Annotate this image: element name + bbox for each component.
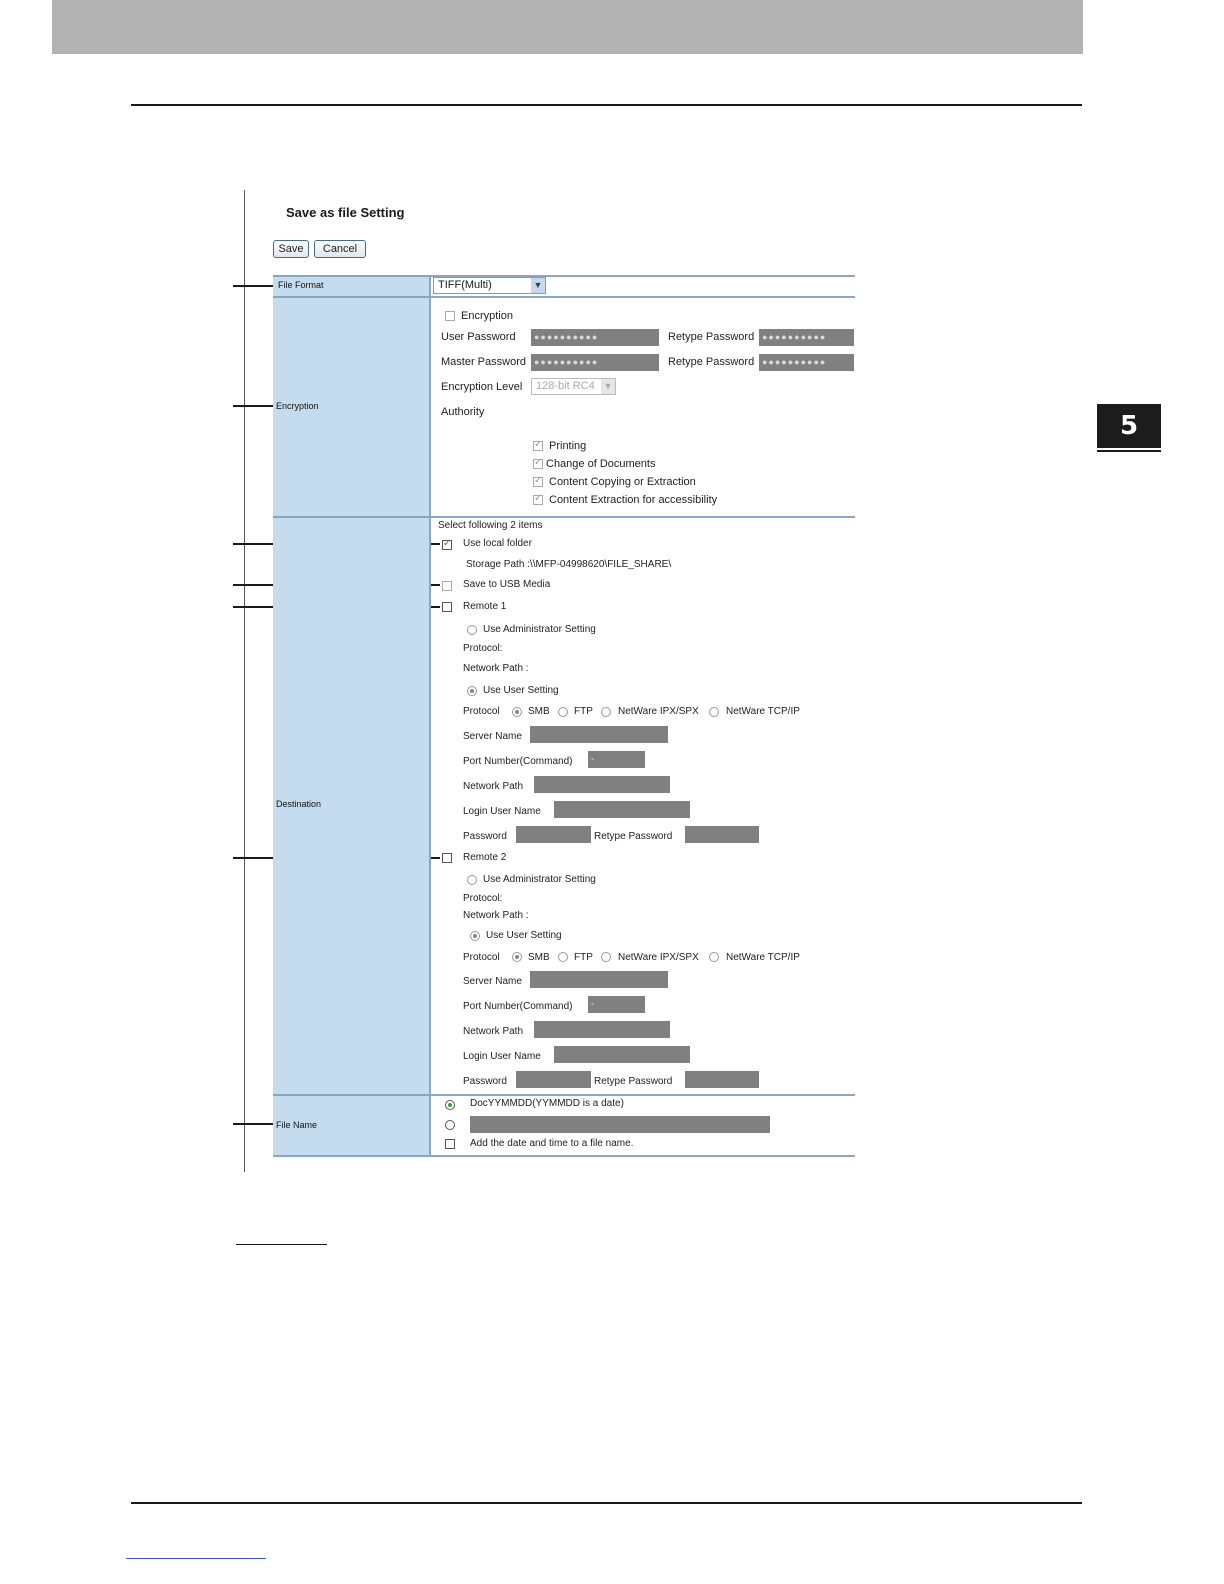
remote1-label: Remote 1: [463, 601, 507, 612]
filename-default-label: DocYYMMDD(YYMMDD is a date): [470, 1098, 624, 1109]
remote2-label: Remote 2: [463, 852, 507, 863]
authority-accessibility-checkbox[interactable]: [533, 495, 543, 505]
user-password-label: User Password: [441, 331, 516, 343]
storage-path-text: Storage Path :\\MFP-04998620\FILE_SHARE\: [466, 559, 672, 570]
remote2-login-user-input[interactable]: [554, 1046, 690, 1063]
add-datetime-checkbox[interactable]: [445, 1139, 455, 1149]
row-divider: [273, 296, 855, 298]
save-usb-label: Save to USB Media: [463, 579, 551, 590]
remote1-password-input[interactable]: [516, 826, 591, 843]
remote2-retype-label: Retype Password: [594, 1076, 673, 1087]
remote1-password-label: Password: [463, 831, 507, 842]
remote2-admin-network-path: Network Path :: [463, 910, 529, 921]
chevron-down-icon[interactable]: ▼: [531, 278, 545, 293]
save-button[interactable]: Save: [273, 240, 309, 258]
filename-custom-input[interactable]: [470, 1116, 770, 1133]
callout-line-file-name: [233, 1123, 273, 1125]
remote1-use-admin-label: Use Administrator Setting: [483, 624, 596, 635]
row-label-file-name: File Name: [276, 1120, 318, 1130]
dialog-title: Save as file Setting: [286, 205, 405, 220]
authority-accessibility-label: Content Extraction for accessibility: [549, 494, 718, 506]
remote2-retype-input[interactable]: [685, 1071, 759, 1088]
row-label-destination: Destination: [276, 799, 322, 809]
remote2-use-user-radio[interactable]: [470, 931, 480, 941]
callout-line-file-format: [233, 285, 273, 287]
use-local-folder-label: Use local folder: [463, 538, 532, 549]
remote2-use-user-label: Use User Setting: [486, 930, 562, 941]
remote1-server-name-label: Server Name: [463, 731, 522, 742]
row-divider: [273, 516, 855, 518]
remote1-admin-network-path: Network Path :: [463, 663, 529, 674]
remote1-tcpip-radio[interactable]: [709, 707, 719, 717]
remote2-ftp-label: FTP: [574, 952, 593, 963]
callout-line-encryption: [233, 405, 273, 407]
authority-label: Authority: [441, 406, 485, 418]
remote1-network-path-input[interactable]: [534, 776, 670, 793]
remote2-ipx-label: NetWare IPX/SPX: [618, 952, 699, 963]
retype-user-password-label: Retype Password: [668, 331, 755, 343]
remote1-use-user-label: Use User Setting: [483, 685, 559, 696]
remote1-server-name-input[interactable]: [530, 726, 668, 743]
remote2-port-input[interactable]: -: [588, 996, 645, 1013]
use-local-folder-checkbox[interactable]: [442, 540, 452, 550]
encryption-checkbox-label: Encryption: [461, 310, 513, 322]
remote2-use-admin-label: Use Administrator Setting: [483, 874, 596, 885]
encryption-checkbox[interactable]: [445, 311, 455, 321]
master-password-input[interactable]: ●●●●●●●●●●: [531, 354, 659, 371]
destination-hint: Select following 2 items: [438, 520, 543, 531]
callout-vertical-line: [244, 190, 245, 1172]
remote2-smb-radio[interactable]: [512, 952, 522, 962]
remote2-password-input[interactable]: [516, 1071, 591, 1088]
remote1-network-path-label: Network Path: [463, 781, 524, 792]
remote1-ipx-label: NetWare IPX/SPX: [618, 706, 699, 717]
table-bottom-border: [273, 1155, 855, 1157]
authority-copying-label: Content Copying or Extraction: [549, 476, 696, 488]
footer-rule: [131, 1502, 1082, 1504]
filename-custom-radio[interactable]: [445, 1120, 455, 1130]
remote2-ftp-radio[interactable]: [558, 952, 568, 962]
remote2-server-name-label: Server Name: [463, 976, 522, 987]
note-underline: [236, 1244, 327, 1245]
remote2-port-label: Port Number(Command): [463, 1001, 573, 1012]
remote1-ftp-radio[interactable]: [558, 707, 568, 717]
user-password-input[interactable]: ●●●●●●●●●●: [531, 329, 659, 346]
authority-change-checkbox[interactable]: [533, 459, 543, 469]
remote1-smb-label: SMB: [528, 706, 550, 717]
file-format-value: TIFF(Multi): [438, 279, 492, 291]
remote2-tcpip-label: NetWare TCP/IP: [726, 952, 800, 963]
remote1-login-user-input[interactable]: [554, 801, 690, 818]
save-usb-checkbox[interactable]: [442, 581, 452, 591]
remote1-smb-radio[interactable]: [512, 707, 522, 717]
remote2-login-user-label: Login User Name: [463, 1051, 541, 1062]
authority-printing-label: Printing: [549, 440, 587, 452]
file-format-select[interactable]: [433, 277, 546, 294]
chapter-tab-underline: [1097, 450, 1161, 452]
remote1-use-admin-radio[interactable]: [467, 625, 477, 635]
row-label-file-format: File Format: [278, 280, 324, 290]
remote1-ipx-radio[interactable]: [601, 707, 611, 717]
remote1-port-input[interactable]: -: [588, 751, 645, 768]
retype-master-password-label: Retype Password: [668, 356, 755, 368]
remote2-smb-label: SMB: [528, 952, 550, 963]
remote2-protocol-label: Protocol: [463, 952, 500, 963]
header-rule: [131, 104, 1082, 106]
row-label-encryption: Encryption: [276, 401, 319, 411]
footer-link-underline[interactable]: [126, 1558, 266, 1559]
remote2-ipx-radio[interactable]: [601, 952, 611, 962]
remote1-admin-protocol: Protocol:: [463, 643, 503, 654]
remote2-use-admin-radio[interactable]: [467, 875, 477, 885]
remote2-server-name-input[interactable]: [530, 971, 668, 988]
retype-user-password-input[interactable]: ●●●●●●●●●●: [759, 329, 854, 346]
chevron-down-icon[interactable]: ▼: [601, 379, 615, 394]
remote2-admin-protocol: Protocol:: [463, 893, 503, 904]
remote1-ftp-label: FTP: [574, 706, 593, 717]
remote2-network-path-label: Network Path: [463, 1026, 524, 1037]
row-divider: [273, 1094, 855, 1096]
remote2-checkbox[interactable]: [442, 853, 452, 863]
encryption-level-value: 128-bit RC4: [536, 380, 595, 392]
authority-copying-checkbox[interactable]: [533, 477, 543, 487]
remote2-password-label: Password: [463, 1076, 507, 1087]
remote1-use-user-radio[interactable]: [467, 686, 477, 696]
retype-master-password-input[interactable]: ●●●●●●●●●●: [759, 354, 854, 371]
authority-change-label: Change of Documents: [546, 458, 656, 470]
remote1-port-label: Port Number(Command): [463, 756, 573, 767]
table-top-border: [273, 275, 855, 277]
remote1-login-user-label: Login User Name: [463, 806, 541, 817]
encryption-level-select[interactable]: [531, 378, 616, 395]
remote2-tcpip-radio[interactable]: [709, 952, 719, 962]
remote2-network-path-input[interactable]: [534, 1021, 670, 1038]
master-password-label: Master Password: [441, 356, 526, 368]
encryption-level-label: Encryption Level: [441, 381, 523, 393]
remote1-retype-input[interactable]: [685, 826, 759, 843]
page-header-bar: [52, 0, 1083, 54]
filename-default-radio[interactable]: [445, 1100, 455, 1110]
remote1-checkbox[interactable]: [442, 602, 452, 612]
authority-printing-checkbox[interactable]: [533, 441, 543, 451]
cancel-button[interactable]: Cancel: [314, 240, 366, 258]
chapter-tab[interactable]: 5: [1097, 404, 1161, 448]
add-datetime-label: Add the date and time to a file name.: [470, 1138, 634, 1149]
remote1-tcpip-label: NetWare TCP/IP: [726, 706, 800, 717]
remote1-protocol-label: Protocol: [463, 706, 500, 717]
remote1-retype-label: Retype Password: [594, 831, 673, 842]
